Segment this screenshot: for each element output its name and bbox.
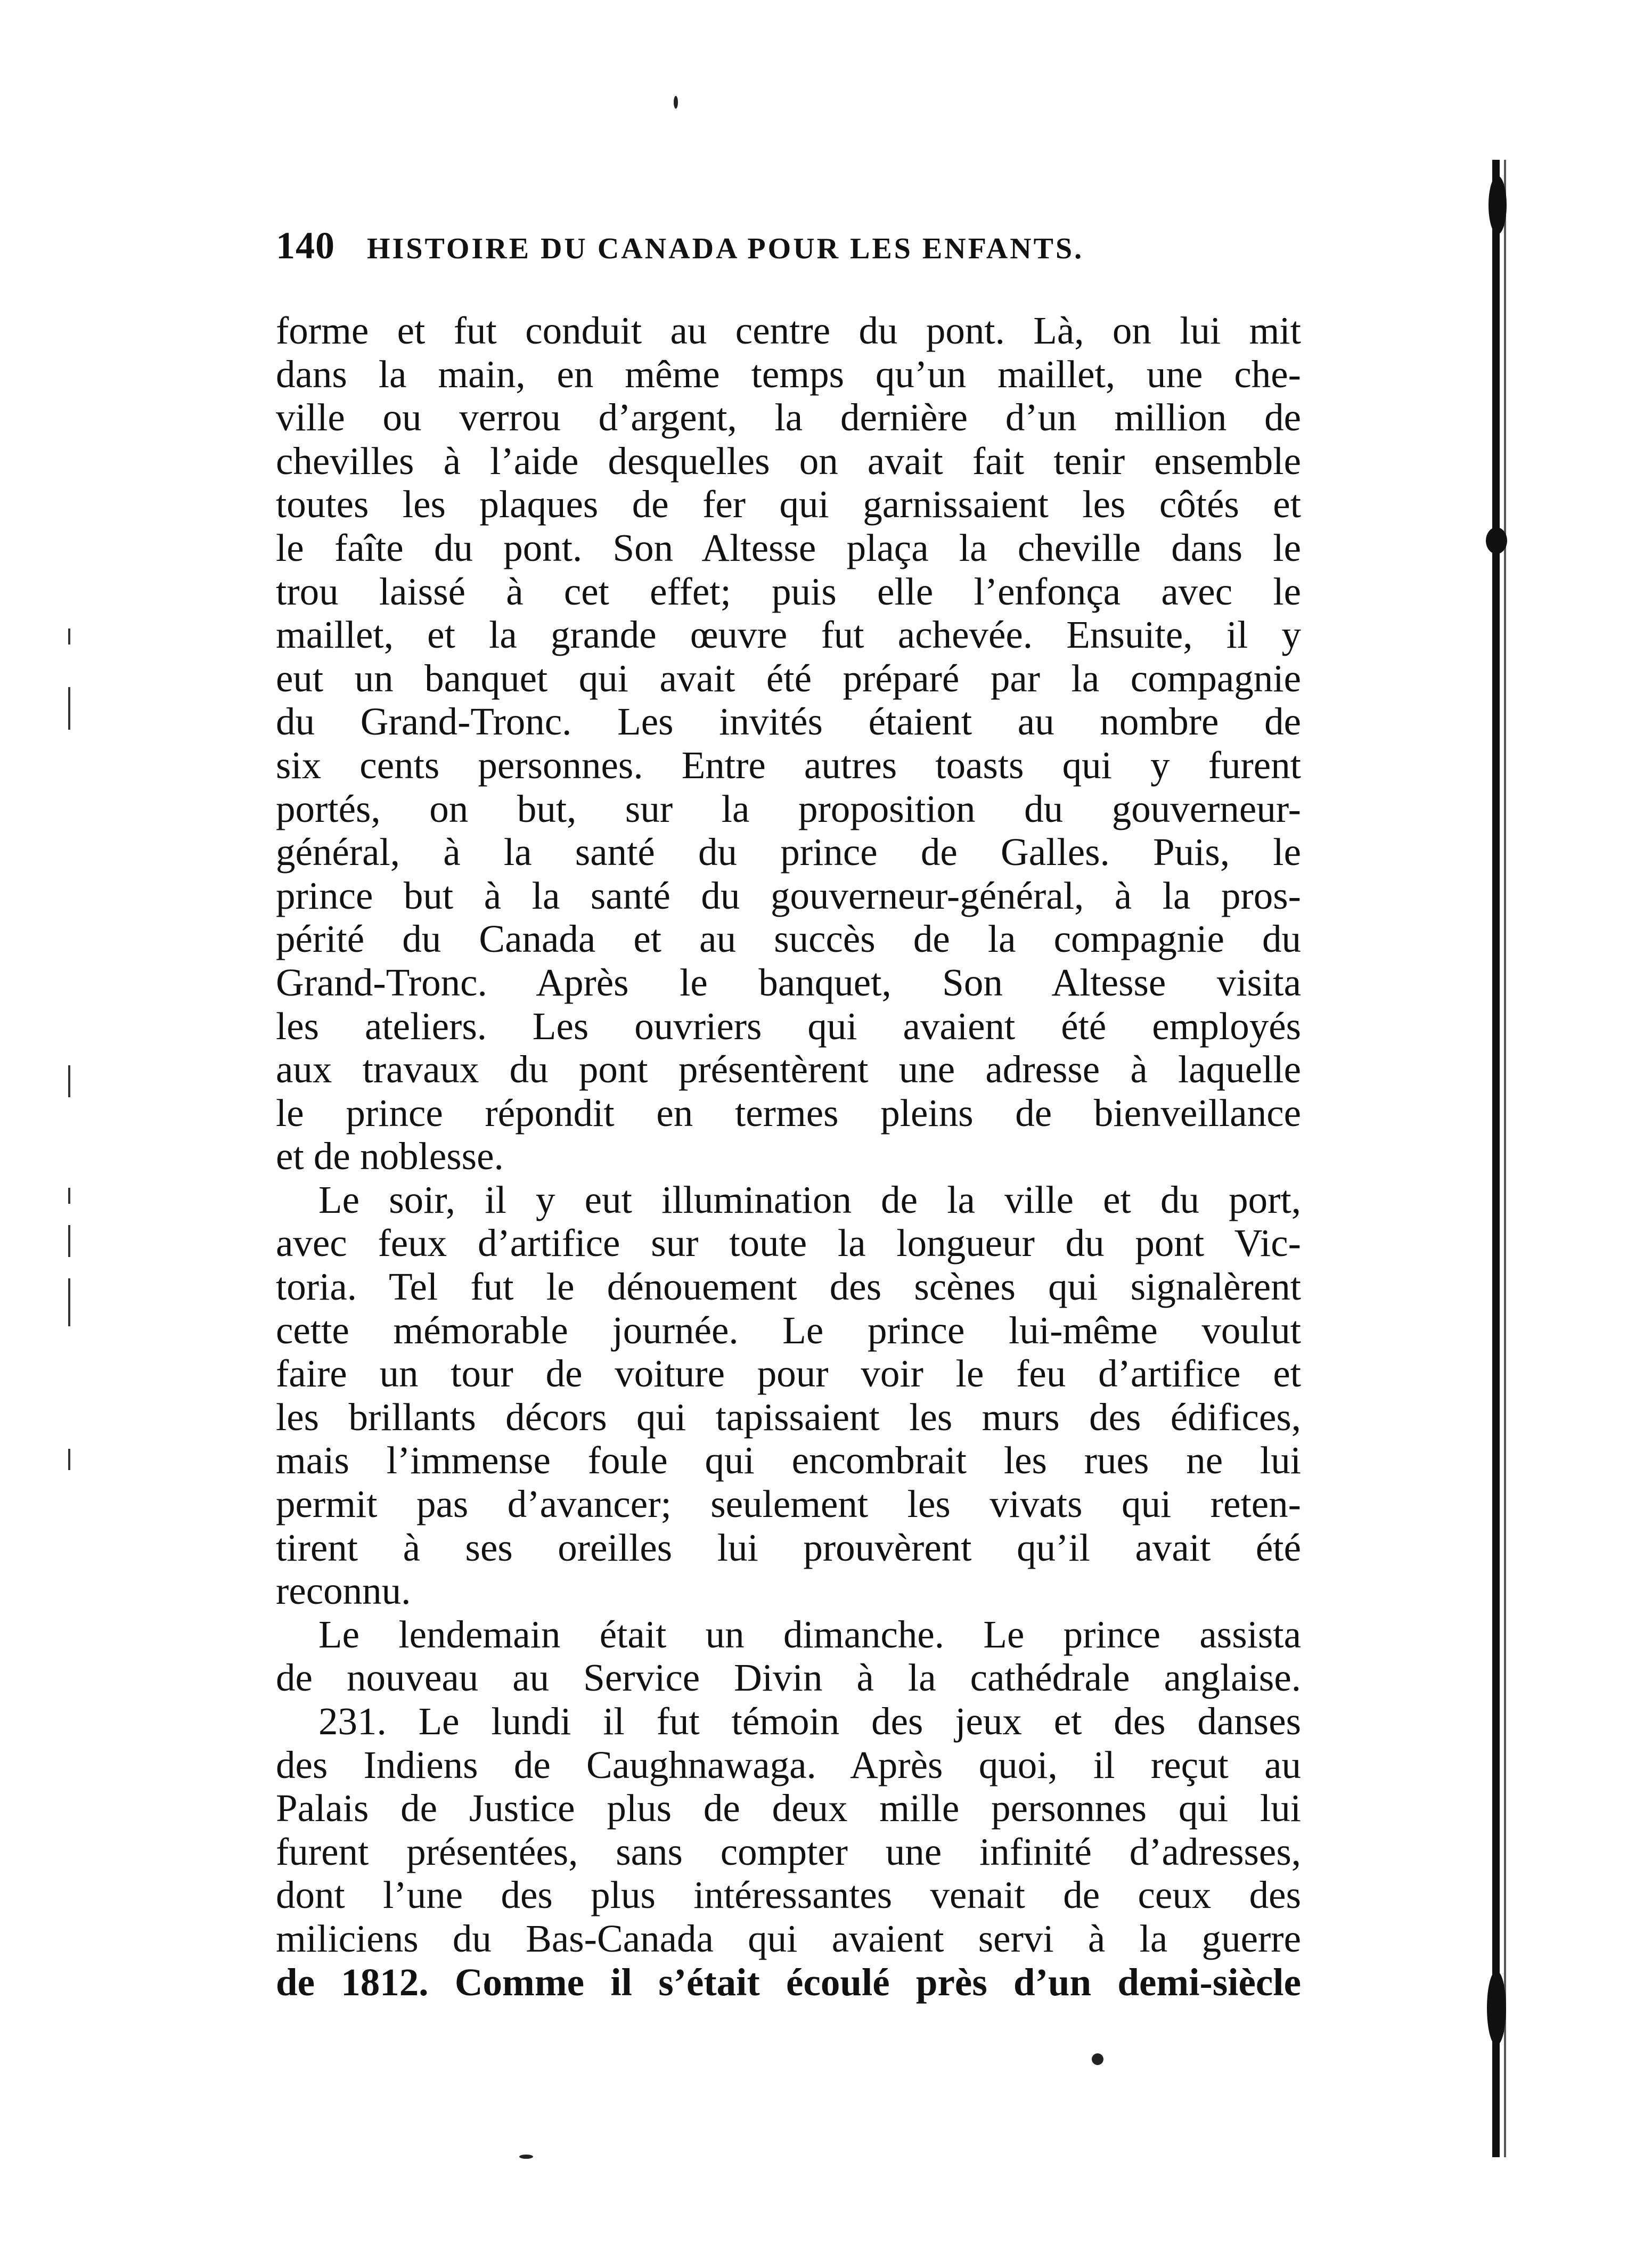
text-line: eut un banquet qui avait été préparé par la compagnie: [276, 656, 1301, 700]
text-line: périté du Canada et au succès de la compagnie du: [276, 917, 1301, 961]
running-title: HISTOIRE DU CANADA POUR LES ENFANTS.: [367, 232, 1084, 265]
text-line: toria. Tel fut le dénouement des scènes qui signalèrent: [276, 1265, 1301, 1309]
text-line: aux travaux du pont présentèrent une adresse à laquelle: [276, 1048, 1301, 1091]
text-line: dont l’une des plus intéressantes venait de ceux des: [276, 1873, 1301, 1917]
text-line: général, à la santé du prince de Galles. Puis, le: [276, 830, 1301, 874]
text-line: trou laissé à cet effet; puis elle l’enfonça avec le: [276, 569, 1301, 613]
text-line: faire un tour de voiture pour voir le feu d’artifice et: [276, 1352, 1301, 1396]
text-line: le prince répondit en termes pleins de bienveillance: [276, 1091, 1301, 1135]
text-line: prince but à la santé du gouverneur-général, à la pros-: [276, 874, 1301, 917]
text-line: du Grand-Tronc. Les invités étaient au nombre de: [276, 700, 1301, 744]
text-line: furent présentées, sans compter une infinité d’adresses,: [276, 1830, 1301, 1873]
ink-blot: [1487, 1971, 1506, 2045]
text-line: 231. Le lundi il fut témoin des jeux et des danses: [318, 1700, 1301, 1743]
ink-speck: [519, 2155, 533, 2159]
ink-speck: [1092, 2053, 1103, 2065]
scan-speck: [68, 1065, 70, 1097]
text-line: les ateliers. Les ouvriers qui avaient été employés: [276, 1004, 1301, 1048]
ink-blot: [1486, 527, 1507, 554]
text-line: les brillants décors qui tapissaient les murs des édifices,: [276, 1395, 1301, 1439]
text-line: avec feux d’artifice sur toute la longueur du pont Vic-: [276, 1221, 1301, 1265]
text-line: Le lendemain était un dimanche. Le prince assista: [318, 1612, 1301, 1656]
text-line: de 1812. Comme il s’était écoulé près d’un demi-siècle: [276, 1960, 1301, 2004]
text-line: maillet, et la grande œuvre fut achevée. Ensuite, il y: [276, 613, 1301, 657]
text-line: cette mémorable journée. Le prince lui-même voulut: [276, 1308, 1301, 1352]
text-line: tirent à ses oreilles lui prouvèrent qu’il avait été: [276, 1525, 1301, 1569]
text-line: mais l’immense foule qui encombrait les rues ne lui: [276, 1439, 1301, 1482]
page-header: [276, 224, 1288, 277]
text-line: toutes les plaques de fer qui garnissaient les côtés et: [276, 483, 1301, 526]
text-line: Palais de Justice plus de deux mille personnes qui lui: [276, 1786, 1301, 1830]
text-line: reconnu.: [276, 1569, 411, 1613]
text-line: ville ou verrou d’argent, la dernière d’un million de: [276, 396, 1301, 439]
scan-speck: [68, 1188, 70, 1204]
ink-speck: [674, 96, 678, 109]
text-line: Le soir, il y eut illumination de la ville et du port,: [318, 1178, 1301, 1221]
scan-speck: [68, 687, 70, 730]
text-line: et de noblesse.: [276, 1135, 504, 1178]
page-number: 140: [276, 224, 335, 267]
text-line: six cents personnes. Entre autres toasts qui y furent: [276, 743, 1301, 787]
text-line: forme et fut conduit au centre du pont. Là, on lui mit: [276, 309, 1301, 352]
binding-edge-shadow: [1504, 160, 1506, 2157]
text-line: miliciens du Bas-Canada qui avaient servi à la guerre: [276, 1916, 1301, 1960]
text-line: des Indiens de Caughnawaga. Après quoi, il reçut au: [276, 1743, 1301, 1786]
text-line: portés, on but, sur la proposition du gouverneur-: [276, 787, 1301, 830]
text-line: chevilles à l’aide desquelles on avait fait tenir ensemble: [276, 439, 1301, 483]
scan-speck: [68, 1449, 70, 1470]
text-line: Grand-Tronc. Après le banquet, Son Altesse visita: [276, 960, 1301, 1004]
scan-speck: [68, 1278, 70, 1326]
scan-speck: [68, 629, 70, 644]
ink-blot: [1489, 176, 1507, 234]
binding-edge: [1492, 160, 1500, 2157]
scan-speck: [68, 1225, 70, 1257]
text-line: dans la main, en même temps qu’un maillet, une che-: [276, 352, 1301, 396]
text-line: le faîte du pont. Son Altesse plaça la cheville dans le: [276, 526, 1301, 569]
text-line: permit pas d’avancer; seulement les vivats qui reten-: [276, 1482, 1301, 1526]
text-line: de nouveau au Service Divin à la cathédrale anglaise.: [276, 1656, 1301, 1700]
body-text: [276, 309, 1301, 2004]
